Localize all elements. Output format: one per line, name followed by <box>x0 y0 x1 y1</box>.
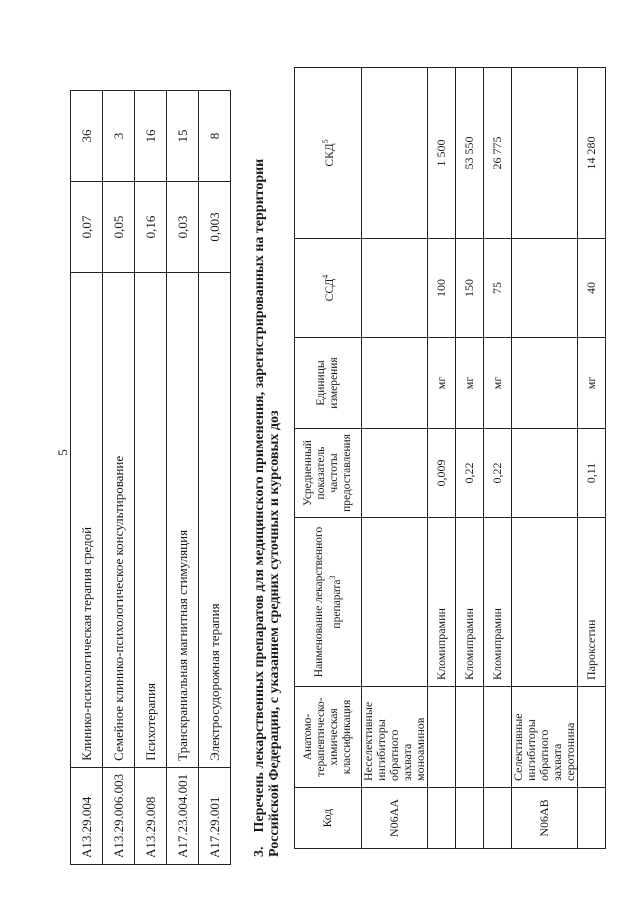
service-frequency: 0,07 <box>71 182 103 273</box>
drug-frequency: 0,11 <box>578 429 606 518</box>
service-code: A13.29.006.003 <box>103 767 135 864</box>
header-skd <box>295 68 362 239</box>
service-count: 8 <box>199 91 231 182</box>
service-code: A17.23.004.001 <box>167 767 199 864</box>
header-atx: Анатомо-терапевтическо-химическая классификация <box>295 687 362 788</box>
service-row <box>135 91 167 865</box>
page-number: 5 <box>55 449 70 456</box>
service-name: Семейное клинико-психологическое консультирование <box>103 273 135 768</box>
drug-ssd: 75 <box>484 239 512 338</box>
drug-name: Кломипрамин <box>428 518 456 687</box>
drug-ssd: 150 <box>456 239 484 338</box>
drug-name: Кломипрамин <box>484 518 512 687</box>
service-name: Транскраниальная магнитная стимуляция <box>167 273 199 768</box>
service-row <box>103 91 135 865</box>
header-name-text: Наименование лекарственного препарата <box>312 526 343 678</box>
service-frequency: 0,16 <box>135 182 167 273</box>
drug-frequency: 0,009 <box>428 429 456 518</box>
service-row <box>199 91 231 865</box>
drug-skd: 1 500 <box>428 68 456 239</box>
drug-atx-empty <box>578 687 606 788</box>
service-code: A13.29.004 <box>71 767 103 864</box>
drug-row <box>428 68 456 849</box>
header-name <box>295 518 362 687</box>
service-row <box>71 91 103 865</box>
drug-code-empty <box>578 788 606 849</box>
drug-name: Пароксетин <box>578 518 606 687</box>
drug-atx-empty <box>484 687 512 788</box>
header-skd-text: СКД <box>323 143 336 167</box>
drug-unit: мг <box>428 338 456 429</box>
drug-unit: мг <box>456 338 484 429</box>
service-name: Клинико-психологическая терапия средой <box>71 273 103 768</box>
drug-skd: 26 775 <box>484 68 512 239</box>
service-row <box>167 91 199 865</box>
group-row <box>362 68 428 849</box>
drug-ssd: 40 <box>578 239 606 338</box>
header-unit: Единицы измерения <box>295 338 362 429</box>
group-code: N06AA <box>362 788 428 849</box>
service-name: Электросудорожная терапия <box>199 273 231 768</box>
service-count: 36 <box>71 91 103 182</box>
drug-code-empty <box>456 788 484 849</box>
drug-unit: мг <box>484 338 512 429</box>
drug-frequency: 0,22 <box>484 429 512 518</box>
header-ssd <box>295 239 362 338</box>
drug-frequency: 0,22 <box>456 429 484 518</box>
header-ssd-footnote: 4 <box>321 274 331 279</box>
service-frequency: 0,003 <box>199 182 231 273</box>
header-code: Код <box>295 788 362 849</box>
group-atx: Неселективные ингибиторы обратного захвата моноаминов <box>362 687 428 788</box>
drug-code-empty <box>428 788 456 849</box>
drug-row <box>456 68 484 849</box>
section-number: 3. <box>252 846 267 857</box>
section-title-line2: Российской Федерации, с указанием средних суточных и курсовых доз <box>267 410 282 857</box>
section-title-line1: Перечень лекарственных препаратов для медицинского применения, зарегистрированных на территории <box>252 158 267 833</box>
drug-unit: мг <box>578 338 606 429</box>
header-ssd-text: ССД <box>323 278 336 302</box>
drugs-table-header <box>295 68 362 849</box>
drug-ssd: 100 <box>428 239 456 338</box>
header-frequency: Усредненный показатель частоты предоставления <box>295 429 362 518</box>
group-atx: Селективные ингибиторы обратного захвата серотонина <box>512 687 578 788</box>
drug-code-empty <box>484 788 512 849</box>
section-heading <box>252 77 282 857</box>
service-count: 16 <box>135 91 167 182</box>
service-code: A17.29.001 <box>199 767 231 864</box>
group-row <box>512 68 578 849</box>
service-frequency: 0,05 <box>103 182 135 273</box>
header-name-footnote: 3 <box>327 575 337 580</box>
service-name: Психотерапия <box>135 273 167 768</box>
drugs-table <box>294 67 606 849</box>
drug-atx-empty <box>428 687 456 788</box>
drug-name: Кломипрамин <box>456 518 484 687</box>
group-code: N06AB <box>512 788 578 849</box>
drug-row <box>484 68 512 849</box>
service-count: 15 <box>167 91 199 182</box>
service-code: A13.29.008 <box>135 767 167 864</box>
drug-row <box>578 68 606 849</box>
drug-atx-empty <box>456 687 484 788</box>
header-skd-footnote: 5 <box>321 139 331 144</box>
drug-skd: 14 280 <box>578 68 606 239</box>
service-count: 3 <box>103 91 135 182</box>
service-frequency: 0,03 <box>167 182 199 273</box>
drug-skd: 53 550 <box>456 68 484 239</box>
services-table <box>70 90 231 865</box>
